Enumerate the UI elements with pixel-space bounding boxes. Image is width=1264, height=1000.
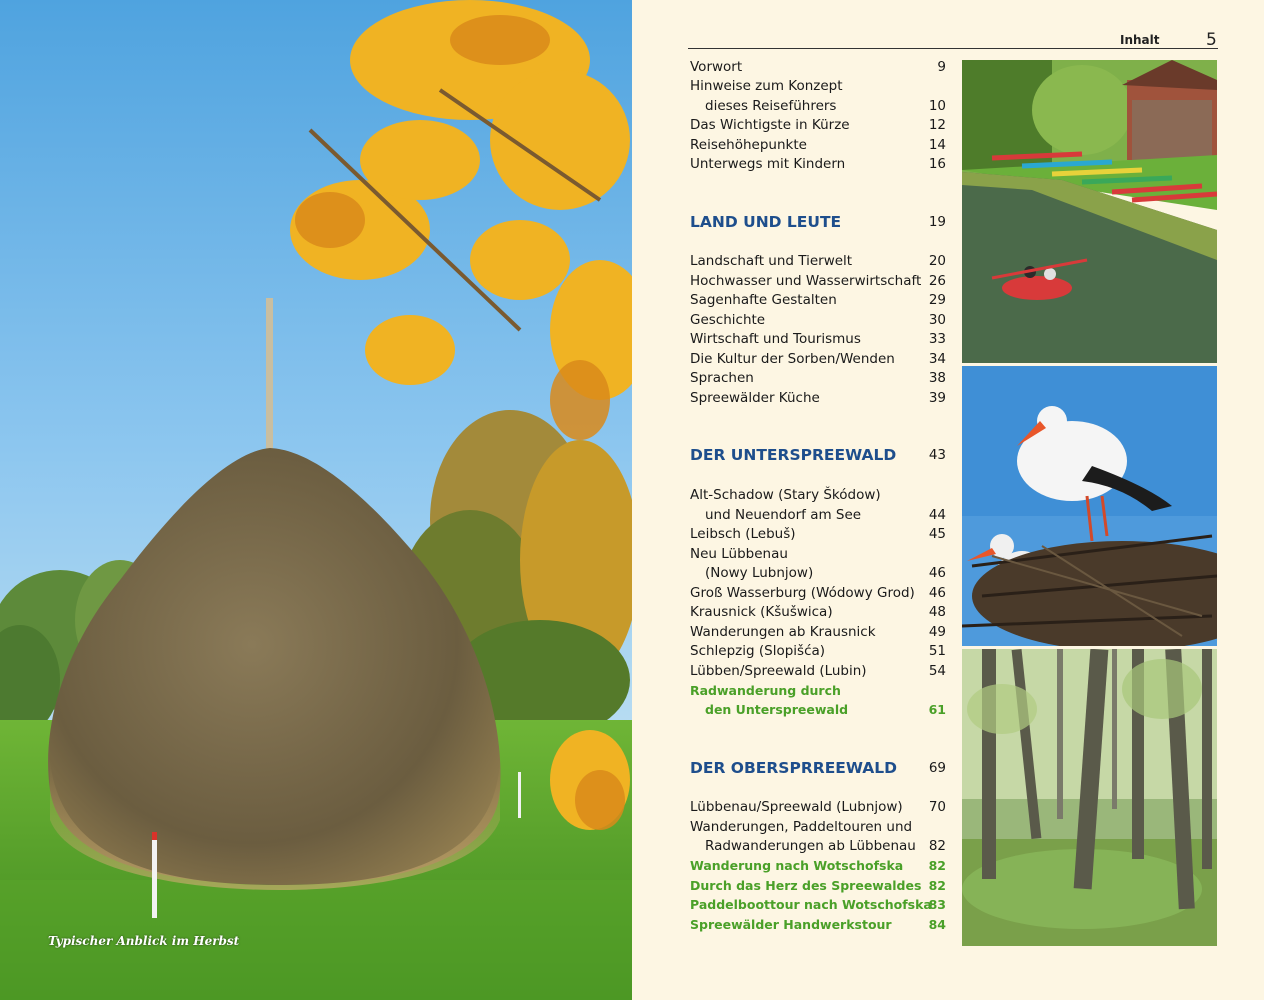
header-rule bbox=[688, 48, 1218, 49]
photo-canoes bbox=[962, 60, 1217, 363]
photo-caption: Typischer Anblick im Herbst bbox=[48, 934, 240, 948]
running-header-label: Inhalt bbox=[1120, 33, 1160, 47]
photo-storks bbox=[962, 366, 1217, 646]
page-number: 5 bbox=[1206, 30, 1217, 50]
photo-swamp-forest bbox=[962, 649, 1217, 946]
right-page-contents: Inhalt 5 Vorwort 9 Hinweise zum Konzept dieses Reiseführers 10 Das Wichtigste in Kürze 12 Reisehöhepunkte 14 Unterwegs mit Kindern 16 LAND UND LEUTE 19 Landschaft und Tierwelt 20 Hochwasser und Wasserwirtschaft 26 Sagenhafte Gestalten 29 Geschichte 30 Wirtschaft und Tourismus 33 Die Kultur der Sorben/Wenden 34 Sprachen 38 Spreewälder Küche 39 DER UNTERSPREEWALD 43 Alt-Schadow (Stary Škódow) und Neuendorf am See 44 Leibsch (Lebuš) 45 Neu Lübbenau (Nowy Lubnjow) 46 Groß Wasserburg (Wódowy Grod) 46 Krausnick (Kšušwica) 48 Wanderungen ab Krausnick 49 Schlepzig (Slopišća) 51 Lübben/Spreewald (Lubin) 54 Radwanderung durch den Unterspreewald 61 DER OBERSPRREEWALD 69 Lübbenau/Spreewald (Lubnjow) 70 Wanderungen, Paddeltouren und Radwanderungen ab Lübbenau 82 Wanderung nach Wotschofska 82 Durch das Herz des Spreewaldes 82 Paddelboottour nach Wotschofska 83 Spreewälder Handwerkstour 84 bbox=[632, 0, 1264, 1000]
